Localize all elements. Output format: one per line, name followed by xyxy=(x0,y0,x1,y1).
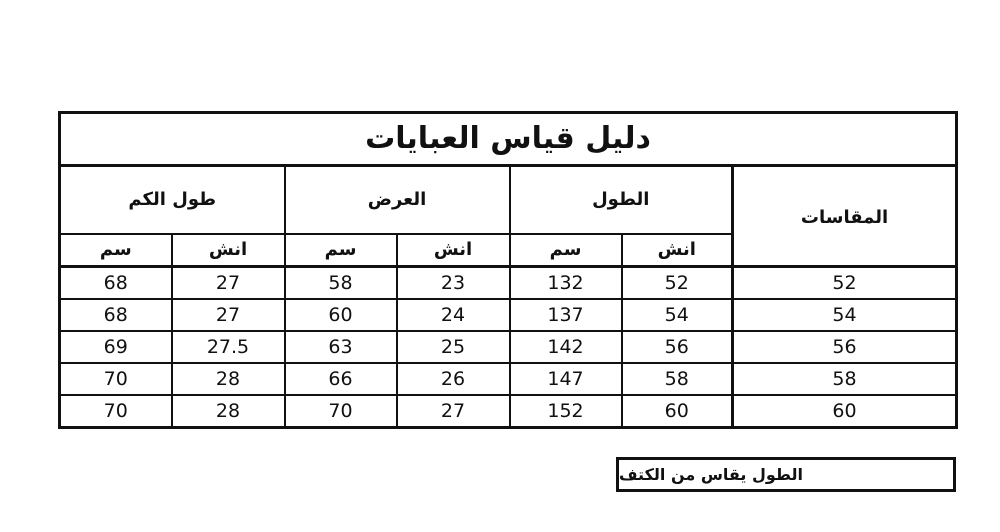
width-cm-cell: 66 xyxy=(285,363,397,395)
table-row xyxy=(60,363,957,395)
width-inch-cell: 27 xyxy=(397,395,510,428)
unit-sleeve-inch: انش xyxy=(172,234,285,267)
length-inch-cell: 56 xyxy=(622,331,733,363)
width-cm-cell: 58 xyxy=(285,267,397,300)
unit-width-cm: سم xyxy=(285,234,397,267)
unit-length-inch: انش xyxy=(622,234,733,267)
width-cm-cell: 63 xyxy=(285,331,397,363)
length-cm-cell: 147 xyxy=(510,363,622,395)
size-cell: 56 xyxy=(733,331,957,363)
table-row xyxy=(60,267,957,300)
length-cm-cell: 142 xyxy=(510,331,622,363)
length-cm-cell: 132 xyxy=(510,267,622,300)
table-title: دليل قياس العبايات xyxy=(60,113,957,166)
sleeve-inch-cell: 27 xyxy=(172,267,285,300)
width-inch-cell: 25 xyxy=(397,331,510,363)
sleeve-cm-cell: 68 xyxy=(60,299,172,331)
header-width: العرض xyxy=(285,166,510,235)
size-cell: 54 xyxy=(733,299,957,331)
size-cell: 60 xyxy=(733,395,957,428)
sleeve-cm-cell: 70 xyxy=(60,395,172,428)
table-row xyxy=(60,299,957,331)
sleeve-cm-cell: 69 xyxy=(60,331,172,363)
size-guide-table xyxy=(58,111,958,429)
sleeve-inch-cell: 28 xyxy=(172,363,285,395)
table-row xyxy=(60,395,957,428)
length-inch-cell: 60 xyxy=(622,395,733,428)
width-cm-cell: 70 xyxy=(285,395,397,428)
header-length: الطول xyxy=(510,166,733,235)
length-inch-cell: 52 xyxy=(622,267,733,300)
sleeve-cm-cell: 68 xyxy=(60,267,172,300)
length-inch-cell: 58 xyxy=(622,363,733,395)
width-inch-cell: 26 xyxy=(397,363,510,395)
unit-length-cm: سم xyxy=(510,234,622,267)
table-row xyxy=(60,331,957,363)
size-cell: 52 xyxy=(733,267,957,300)
width-inch-cell: 23 xyxy=(397,267,510,300)
sleeve-inch-cell: 27 xyxy=(172,299,285,331)
size-cell: 58 xyxy=(733,363,957,395)
sleeve-inch-cell: 28 xyxy=(172,395,285,428)
sleeve-cm-cell: 70 xyxy=(60,363,172,395)
measurement-note: الطول يقاس من الكتف xyxy=(616,457,956,492)
unit-width-inch: انش xyxy=(397,234,510,267)
width-inch-cell: 24 xyxy=(397,299,510,331)
length-cm-cell: 152 xyxy=(510,395,622,428)
width-cm-cell: 60 xyxy=(285,299,397,331)
header-sleeve-length: طول الكم xyxy=(60,166,285,235)
unit-sleeve-cm: سم xyxy=(60,234,172,267)
sleeve-inch-cell: 27.5 xyxy=(172,331,285,363)
header-sizes: المقاسات xyxy=(733,166,957,267)
length-inch-cell: 54 xyxy=(622,299,733,331)
length-cm-cell: 137 xyxy=(510,299,622,331)
